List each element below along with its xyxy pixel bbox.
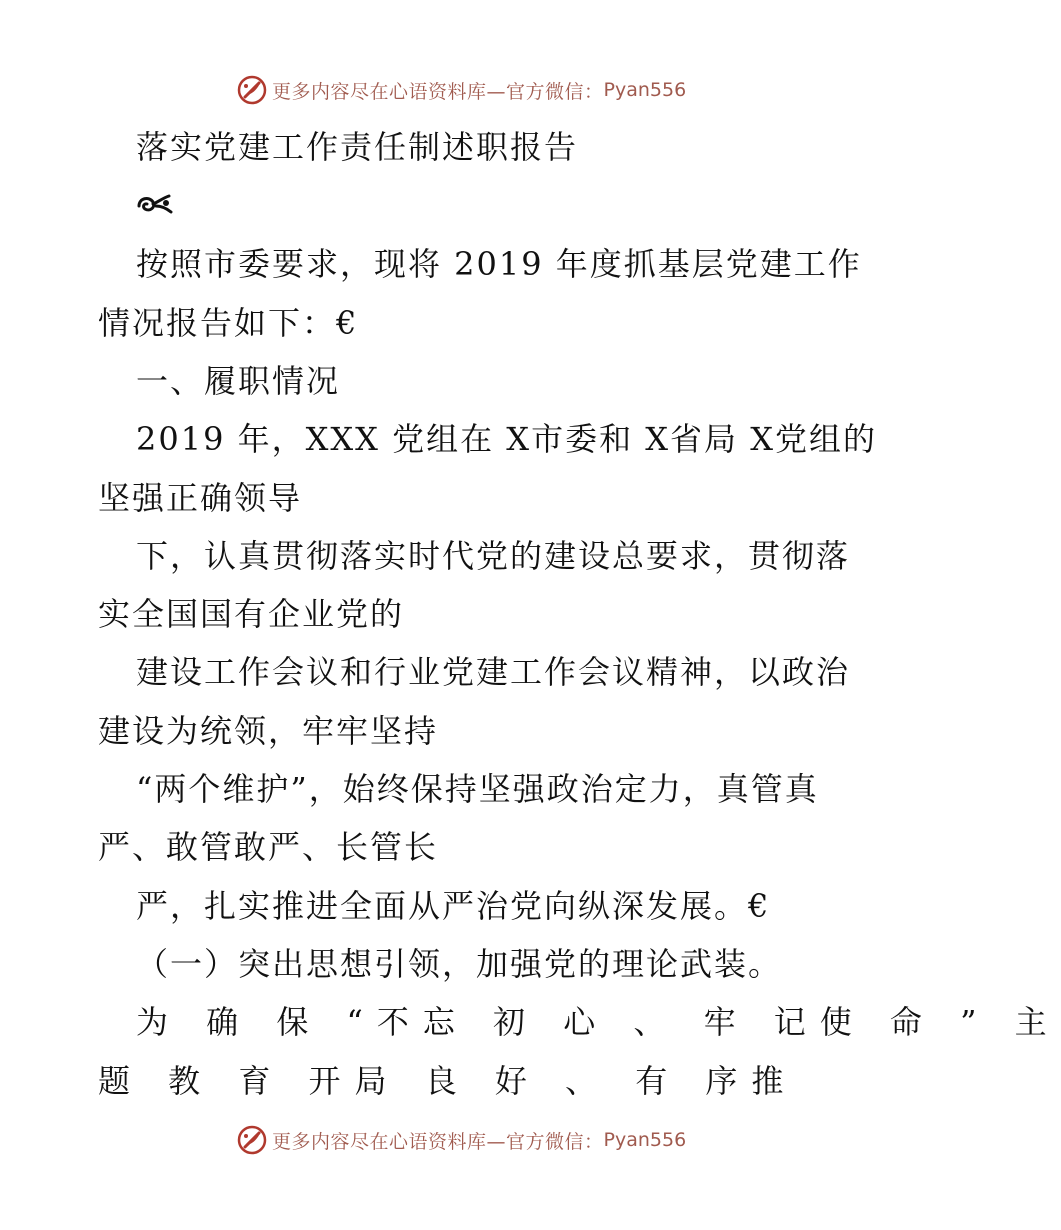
watermark-text: 更多内容尽在心语资料库—官方微信： (272, 80, 604, 103)
paragraph-line: 严、敢管敢严、长管长 (98, 828, 439, 866)
paragraph-line: 建设为统领，牢牢坚持 (98, 712, 439, 750)
paragraph-line: 建设工作会议和行业党建工作会议精神，以政治 (136, 653, 851, 691)
paragraph-line: 情况报告如下：€ (98, 304, 359, 342)
paragraph-line: 严，扎实推进全面从严治党向纵深发展。€ (136, 887, 771, 925)
footer-watermark (236, 1123, 686, 1157)
watermark-wechat-id: Pyan556 (603, 1129, 687, 1151)
watermark-wechat-id: Pyan556 (603, 79, 687, 101)
paragraph-line: 为 确 保 “不忘 初 心 、 牢 记使 命 ” 主 (136, 1003, 1061, 1041)
paragraph-line: 题 教 育 开局 良 好 、 有 序推 (98, 1062, 798, 1100)
document-title: 落实党建工作责任制述职报告 (136, 128, 579, 166)
header-watermark (236, 73, 686, 107)
paragraph-line: 按照市委要求，现将 2019 年度抓基层党建工作 (136, 245, 862, 283)
seal-feather-icon (236, 1124, 268, 1156)
paragraph-line: “两个维护”，始终保持坚强政治定力，真管真 (136, 770, 819, 808)
section-heading: 一、履职情况 (136, 362, 341, 400)
subsection-heading: （一）突出思想引领，加强党的理论武装。 (136, 945, 783, 983)
watermark-text: 更多内容尽在心语资料库—官方微信： (272, 1130, 604, 1153)
paragraph-line: 下，认真贯彻落实时代党的建设总要求，贯彻落 (136, 537, 851, 575)
paragraph-line: 实全国国有企业党的 (98, 595, 405, 633)
paragraph-line: 2019 年，XXX 党组在 X市委和 X省局 X党组的 (136, 420, 877, 458)
paragraph-line: 坚强正确领导 (98, 479, 303, 517)
seal-feather-icon (236, 74, 268, 106)
fleuron-icon (136, 192, 174, 218)
